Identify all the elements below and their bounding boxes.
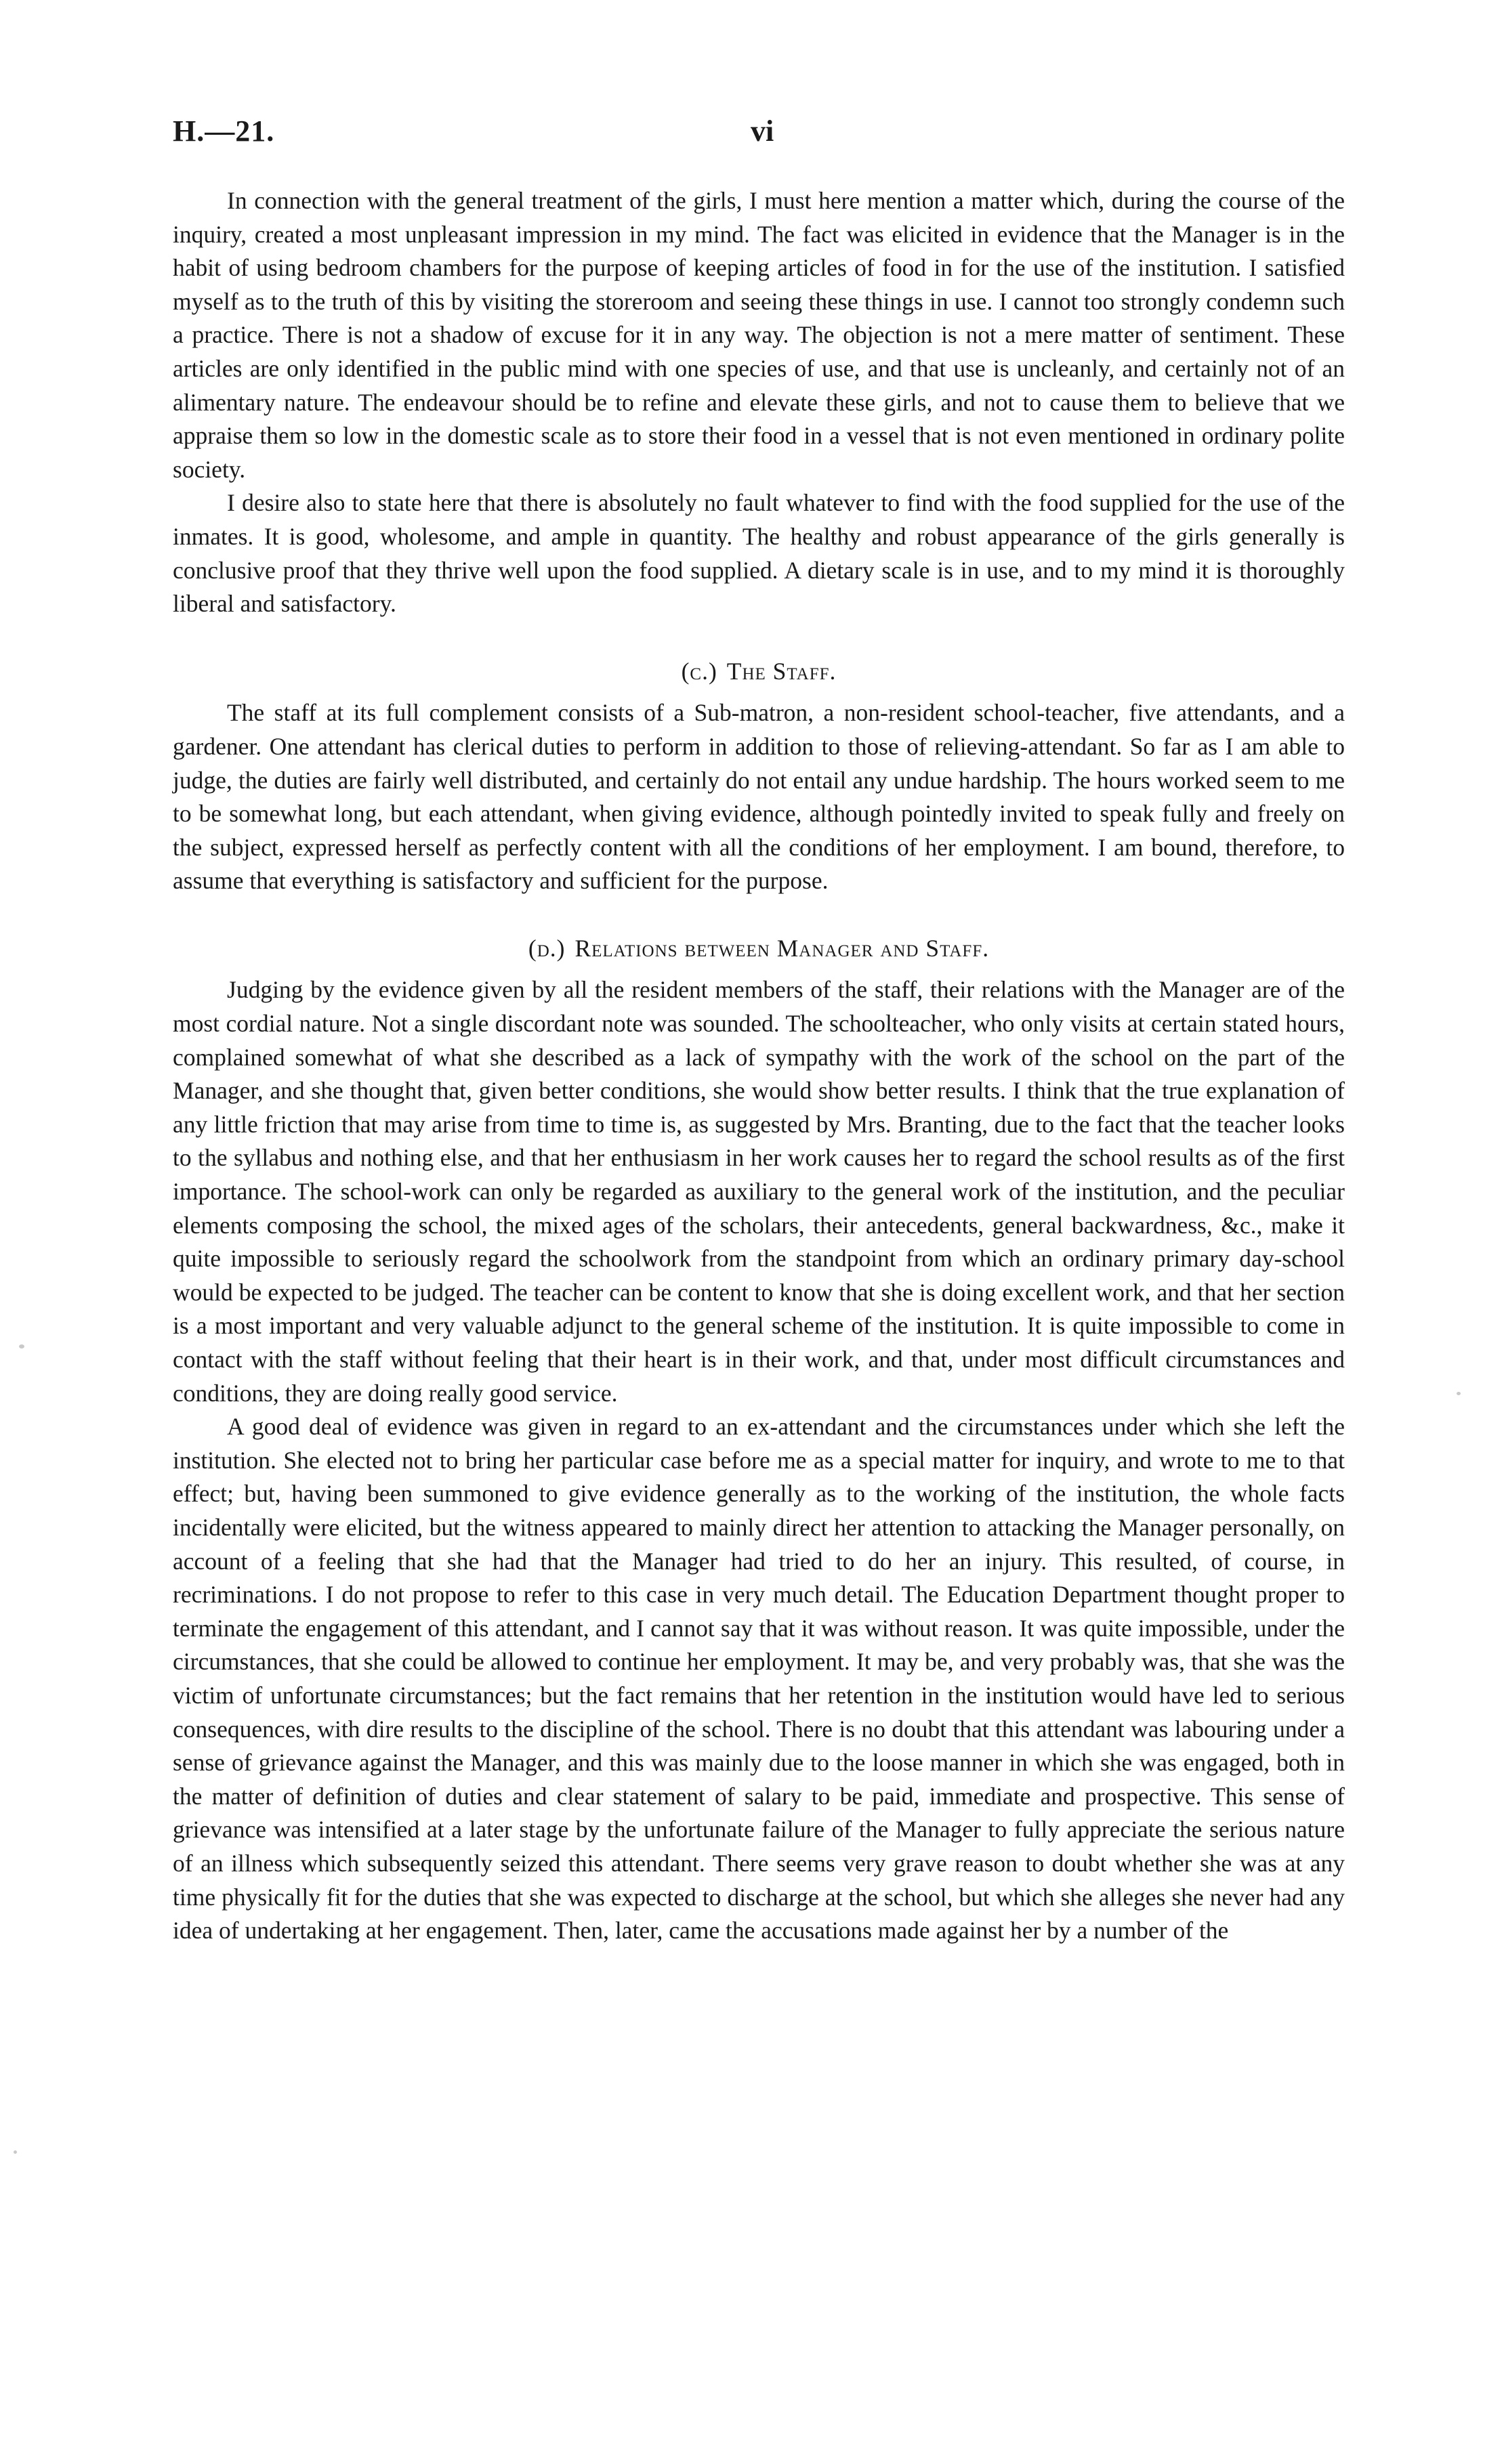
paragraph-ex-attendant: A good deal of evidence was given in regard to an ex-attendant and the circumstances under which she left the institution. She elected not to bring her particular case before me as a special matter for inquiry, and wrote to me to that effect; but, having been summoned to give evidence generally as to the working of the institution, the whole facts incidentally were elicited, but the witness appeared to mainly direct her attention to attacking the Manager personally, on account of a feeling that she had that the Manager had tried to do her an injury. This resulted, of course, in recriminations. I do not propose to refer to this case in very much detail. The Education Department thought proper to terminate the engagement of this attendant, and I cannot say that it was without reason. It was quite impossible, under the circumstances, that she could be allowed to continue her employment. It may be, and very probably was, that she was the victim of unfortunate circumstances; but the fact remains that her retention in the institution would have led to serious consequences, with dire results to the discipline of the school. There is no doubt that this attendant was labouring under a sense of grievance against the Manager, and this was mainly due to the loose manner in which she was engaged, both in the matter of definition of duties and clear statement of salary to be paid, immediate and prospective. This sense of grievance was intensified at a later stage by the unfortunate failure of the Manager to fully appreciate the serious nature of an illness which subsequently seized this attendant. There seems very grave reason to doubt whether she was at any time physically fit for the duties that she was expected to discharge at the school, but which she alleges she never had any idea of undertaking at her engagement. Then, later, came the accusations made against her by a number of the [173, 1413, 1345, 1945]
paragraph-food-storage: In connection with the general treatment of the girls, I must here mention a matter which, during the course of the inquiry, created a most unpleasant impression in my mind. The fact was elicited in evidence that the Manager is in the habit of using bedroom chambers for the purpose of keeping articles of food in for the use of the institution. I satisfied myself as to the truth of this by visiting the storeroom and seeing these things in use. I cannot too strongly condemn such a practice. There is not a shadow of excuse for it in any way. The objection is not a mere matter of sentiment. These articles are only identified in the public mind with one species of use, and that use is uncleanly, and certainly not of an alimentary nature. The endeavour should be to refine and elevate these girls, and not to cause them to believe that we appraise them so low in the domestic scale as to store their food in a vessel that is not even mentioned in ordinary polite society. [173, 187, 1345, 483]
section-title: Relations between Manager and Staff. [575, 934, 990, 962]
running-head [173, 114, 1345, 154]
body-text [173, 184, 1345, 1948]
section-heading-staff [173, 655, 1345, 689]
paper-speck [19, 1344, 24, 1348]
document-reference: H.—21. [173, 114, 275, 148]
paragraph-relations: Judging by the evidence given by all the resident members of the staff, their relations with the Manager are of the most cordial nature. Not a single discordant note was sounded. The schoolteacher, who only visits at certain stated hours, complained somewhat of what she described as a lack of sympathy with the work of the school on the part of the Manager, and she thought that, given better conditions, she would show better results. I think that the true explanation of any little friction that may arise from time to time is, as suggested by Mrs. Branting, due to the fact that the teacher looks to the syllabus and nothing else, and that her enthusiasm in her work causes her to regard the school results as of the first importance. The school-work can only be regarded as auxiliary to the general work of the institution, and the peculiar elements composing the school, the mixed ages of the scholars, their antecedents, general backwardness, &c., make it quite impossible to seriously regard the schoolwork from the standpoint from which an ordinary primary day-school would be expected to be judged. The teacher can be content to know that she is doing excellent work, and that her section is a most important and very valuable adjunct to the general scheme of the institution. It is quite impossible to come in contact with the staff without feeling that their heart is in their work, and that, under most difficult circumstances and conditions, they are doing really good service. [173, 976, 1345, 1407]
page-number: vi [751, 114, 774, 148]
section-heading-relations [173, 932, 1345, 966]
paper-speck [14, 2150, 17, 2154]
section-title: The Staff. [726, 657, 837, 685]
paragraph-food-quality: I desire also to state here that there is absolutely no fault whatever to find with the food supplied for the use of the inmates. It is good, wholesome, and ample in quantity. The healthy and robust appearance of the girls generally is conclusive proof that they thrive well upon the food supplied. A dietary scale is in use, and to my mind it is thoroughly liberal and satisfactory. [173, 489, 1345, 618]
section-label: (d.) [528, 934, 566, 962]
section-label: (c.) [681, 657, 717, 685]
paragraph-staff: The staff at its full complement consists of a Sub-matron, a non-resident school-teacher, five attendants, and a gardener. One attendant has clerical duties to perform in addition to those of relieving-attendant. So far as I am able to judge, the duties are fairly well distributed, and certainly do not entail any undue hardship. The hours worked seem to me to be somewhat long, but each attendant, when giving evidence, although pointedly invited to speak fully and freely on the subject, expressed herself as perfectly content with all the conditions of her employment. I am bound, therefore, to assume that everything is satisfactory and sufficient for the purpose. [173, 699, 1345, 895]
paper-speck [1457, 1392, 1461, 1395]
